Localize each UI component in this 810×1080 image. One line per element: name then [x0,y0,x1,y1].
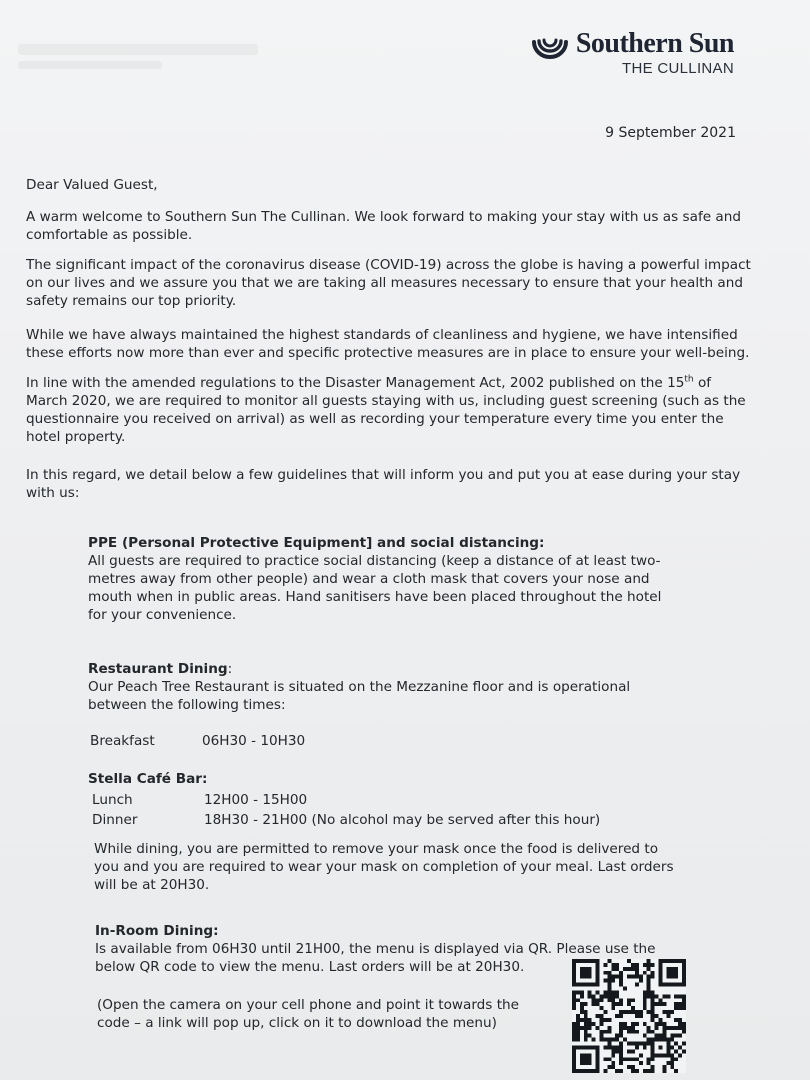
section-body: Our Peach Tree Restaurant is situated on the Mezzanine floor and is operational between the following times: [88,679,631,713]
section-ppe [88,534,678,624]
paragraph-welcome [26,208,752,244]
paragraph-text: The significant impact of the coronavirus disease (COVID-19) across the globe is having a powerful impact on our lives and we assure you that we are taking all measures necessary to ensure that your health and safety remains our top priority. [26,257,751,309]
stella-note [94,840,684,894]
breakfast-label: Breakfast [90,733,155,749]
paragraph-regulation [26,374,752,446]
section-title: Stella Café Bar: [88,771,208,787]
paragraph-intro [26,466,752,502]
regulation-text-end: of March 2020, we are required to monitor all guests staying with us, including guest screening (such as the questionnaire you received on arrival) as well as recording your temperature every time you enter the hotel property. [26,375,746,445]
section-body: While dining, you are permitted to remove your mask once the food is delivered to you and you are required to wear your mask on completion of your meal. Last orders will be at 20H30. [94,841,674,893]
paragraph-text: In this regard, we detail below a few guidelines that will inform you and put you at ease during your stay with us: [26,467,741,501]
lunch-time: 12H00 - 15H00 [204,792,308,808]
hotel-logo [530,26,734,78]
qr-code-icon[interactable] [572,958,686,1074]
section-title: PPE (Personal Protective Equipment] and social distancing: [88,535,545,551]
camera-note [97,996,547,1032]
regulation-text-start: In line with the amended regulations to the Disaster Management Act, 2002 published on the 15 [26,375,685,391]
breakfast-time: 06H30 - 10H30 [202,733,306,749]
section-body: (Open the camera on your cell phone and point it towards the code – a link will pop up, click on it to download the menu) [97,997,520,1031]
paragraph-hygiene [26,326,752,362]
bleed-through-text [18,44,258,80]
paragraph-impact [26,256,752,310]
dinner-row [92,811,600,829]
paragraph-text: While we have always maintained the highest standards of cleanliness and hygiene, we have intensified these efforts now more than ever and specific protective measures are in place to ensure your well-being. [26,327,750,361]
section-body: All guests are required to practice social distancing (keep a distance of at least two-metres away from other people) and wear a cloth mask that covers your nose and mouth when in public areas. Hand sanitisers have been placed throughout the hotel for your convenience. [88,553,662,623]
section-title: Restaurant Dining [88,661,228,677]
title-colon: : [227,661,233,677]
lunch-row [92,791,307,809]
salutation: Dear Valued Guest, [26,177,158,193]
letter-date: 9 September 2021 [605,125,736,141]
ordinal-suffix: th [684,374,694,385]
paragraph-text: A warm welcome to Southern Sun The Cullinan. We look forward to making your stay with us as safe and comfortable as possible. [26,209,741,243]
section-title: In-Room Dining: [95,923,219,939]
breakfast-row [90,732,305,750]
brand-subtitle: THE CULLINAN [622,60,734,77]
section-restaurant [88,660,678,714]
section-body: Is available from 06H30 until 21H00, the menu is displayed via QR. Please use the below QR code to view the menu. Last orders will be at 20H30. [95,941,656,975]
lunch-label: Lunch [92,792,133,808]
dinner-label: Dinner [92,812,138,828]
section-stella [88,770,688,788]
southern-sun-rings-logo-icon [530,26,570,62]
brand-name: Southern Sun [575,28,734,59]
dinner-time: 18H30 - 21H00 (No alcohol may be served after this hour) [204,812,601,828]
